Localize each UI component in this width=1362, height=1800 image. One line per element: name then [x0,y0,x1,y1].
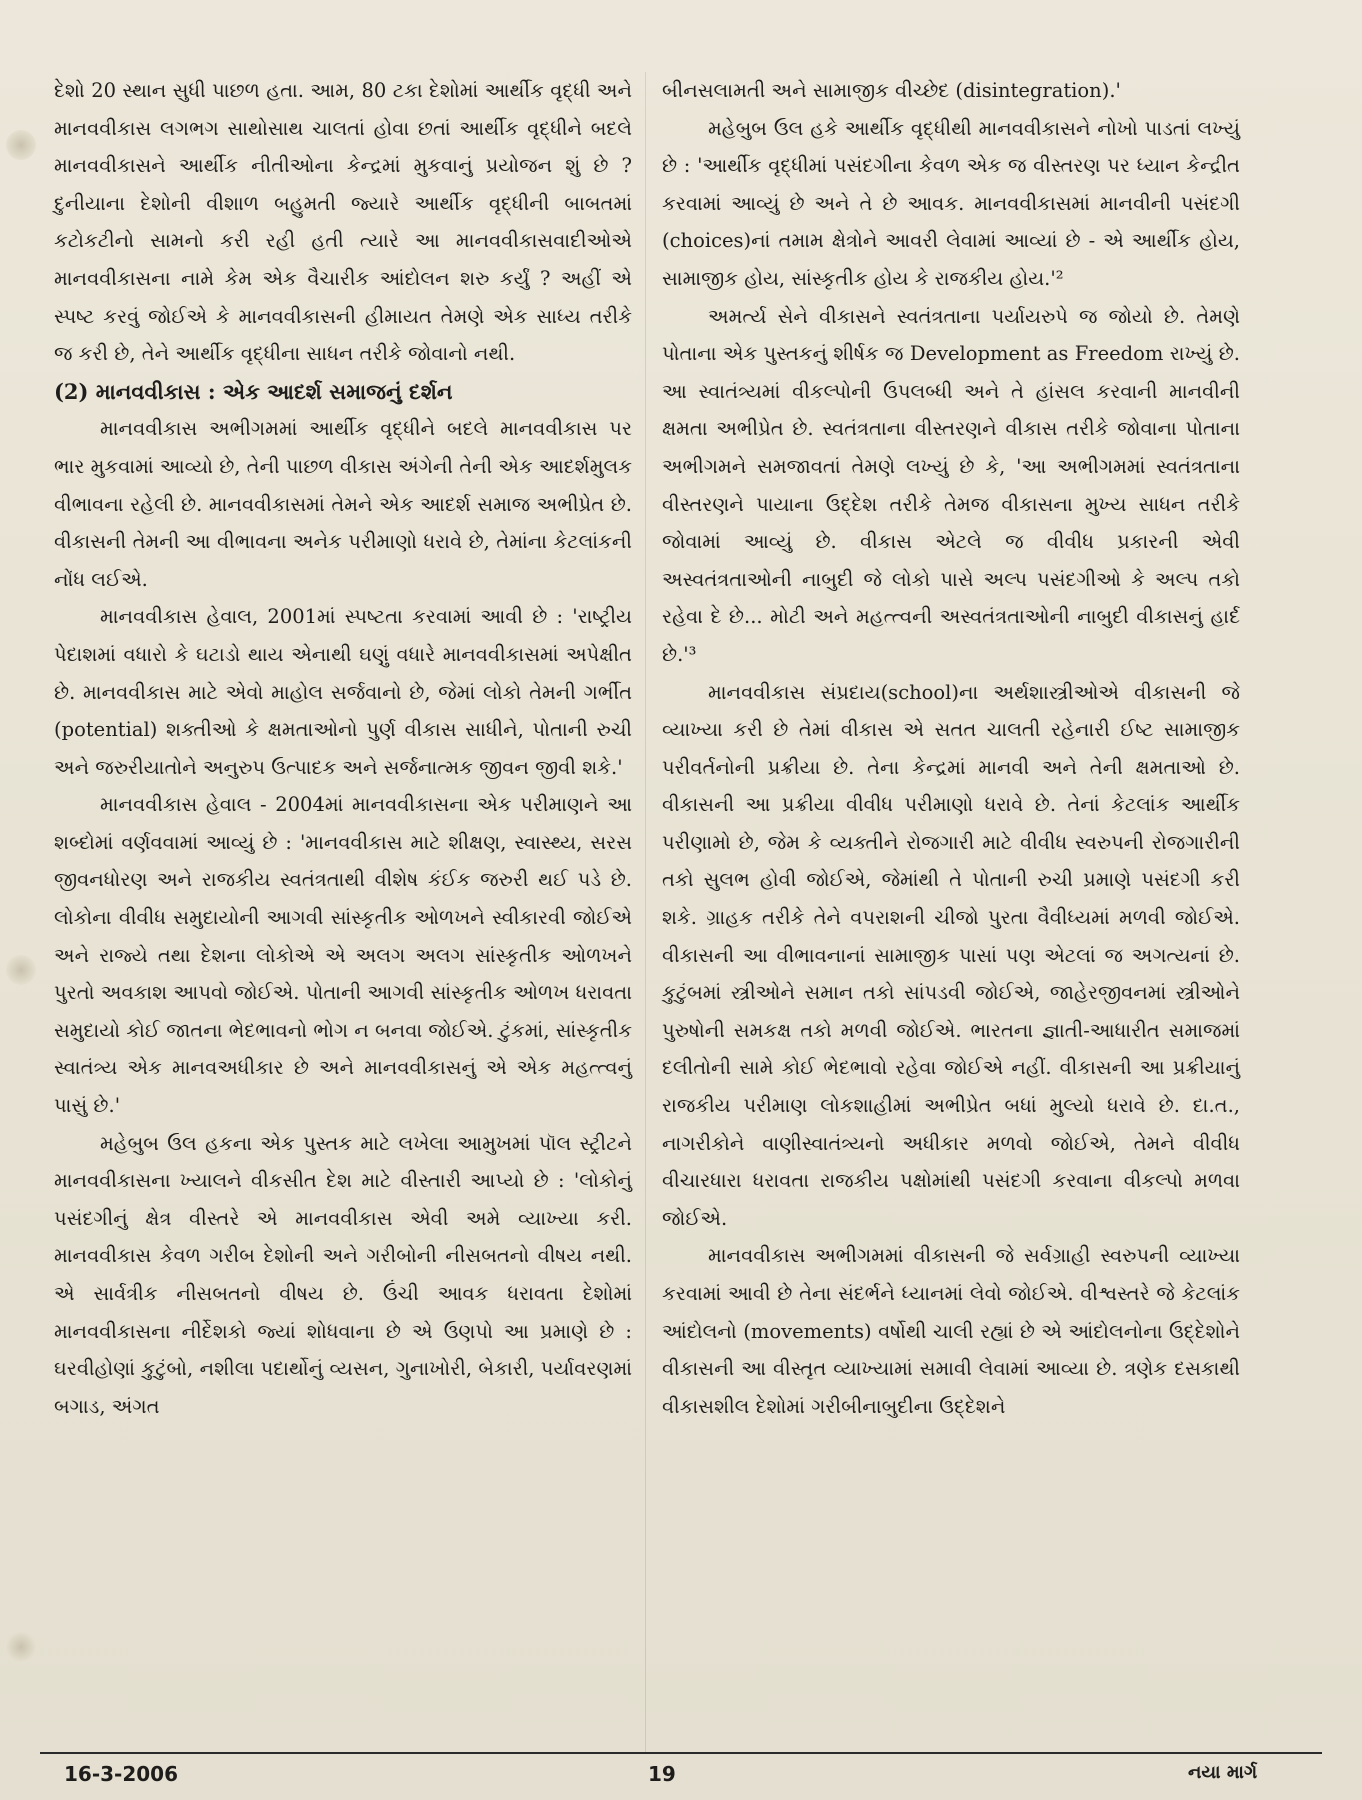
section-heading: (2) માનવવીકાસ : એક આદર્શ સમાજનું દર્શન [54,378,453,404]
paragraph: અમર્ત્ય સેને વીકાસને સ્વતંત્રતાના પર્યાયરુપે જ જોયો છે. તેમણે પોતાના એક પુસ્તકનું શીર્ષક જ Development as Freedom રાખ્યું છે. આ સ્વાતંત્ર્યમાં વીકલ્પોની ઉપલબ્ધી અને તે હાંસલ કરવાની માનવીની ક્ષમતા અભીપ્રેત છે. સ્વતંત્રતાના વીસ્તરણને વીકાસ તરીકે જોવાના પોતાના અભીગમને સમજાવતાં તેમણે લખ્યું છે કે, 'આ અભીગમમાં સ્વતંત્રતાના વીસ્તરણને પાયાના ઉદ્દેશ તરીકે તેમજ વીકાસના મુખ્ય સાધન તરીકે જોવામાં આવ્યું છે. વીકાસ એટલે જ વીવીધ પ્રકારની એવી અસ્વતંત્રતાઓની નાબુદી જે લોકો પાસે અલ્પ પસંદગીઓ કે અલ્પ તકો રહેવા દે છે... મોટી અને મહત્ત્વની અસ્વતંત્રતાઓની નાબુદી વીકાસનું હાર્દ છે.'³ [662,304,1240,666]
paragraph: માનવવીકાસ હેવાલ, 2001માં સ્પષ્ટતા કરવામાં આવી છે : 'રાષ્ટ્રીય પેદાશમાં વધારો કે ઘટાડો થાય એનાથી ઘણું વધારે માનવવીકાસમાં અપેક્ષીત છે. માનવવીકાસ માટે એવો માહોલ સર્જવાનો છે, જેમાં લોકો તેમની ગર્ભીત (potential) શક્તીઓ કે ક્ષમતાઓનો પુર્ણ વીકાસ સાધીને, પોતાની રુચી અને જરુરીયાતોને અનુરુપ ઉત્પાદક અને સર્જનાત્મક જીવન જીવી શકે.' [54,605,632,779]
paragraph: બીનસલામતી અને સામાજીક વીચ્છેદ (disintegration).' [662,79,1121,102]
publication-name: નયા માર્ગ [1188,1762,1258,1783]
paragraph: માનવવીકાસ હેવાલ - 2004માં માનવવીકાસના એક પરીમાણને આ શબ્દોમાં વર્ણવવામાં આવ્યું છે : 'માનવવીકાસ માટે શીક્ષણ, સ્વાસ્થ્ય, સરસ જીવનધોરણ અને રાજકીય સ્વતંત્રતાથી વીશેષ કંઈક જરુરી થઈ પડે છે. લોકોના વીવીધ સમુદાયોની આગવી સાંસ્કૃતીક ઓળખને સ્વીકારવી જોઈએ અને રાજ્યે તથા દેશના લોકોએ એ અલગ અલગ સાંસ્કૃતીક ઓળખને પુરતો અવકાશ આપવો જોઈએ. પોતાની આગવી સાંસ્કૃતીક ઓળખ ધરાવતા સમુદાયો કોઈ જાતના ભેદભાવનો ભોગ ન બનવા જોઈએ. ટુંકમાં, સાંસ્કૃતીક સ્વાતંત્ર્ય એક માનવઅધીકાર છે અને માનવવીકાસનું એ એક મહત્ત્વનું પાસું છે.' [54,793,632,1118]
column-divider [645,72,646,1752]
punch-hole [6,955,36,985]
page-number: 19 [648,1762,676,1786]
left-column [54,72,632,1425]
paragraph: મહેબુબ ઉલ હકે આર્થીક વૃદ્ધીથી માનવવીકાસને નોખો પાડતાં લખ્યું છે : 'આર્થીક વૃદ્ધીમાં પસંદગીના કેવળ એક જ વીસ્તરણ પર ધ્યાન કેન્દ્રીત કરવામાં આવ્યું છે અને તે છે આવક. માનવવીકાસમાં માનવીની પસંદગી (choices)નાં તમામ ક્ષેત્રોને આવરી લેવામાં આવ્યાં છે - એ આર્થીક હોય, સામાજીક હોય, સાંસ્કૃતીક હોય કે રાજકીય હોય.'² [662,116,1240,290]
paragraph: માનવવીકાસ સંપ્રદાય(school)ના અર્થશાસ્ત્રીઓએ વીકાસની જે વ્યાખ્યા કરી છે તેમાં વીકાસ એ સતત ચાલતી રહેનારી ઈષ્ટ સામાજીક પરીવર્તનોની પ્રક્રીયા છે. તેના કેન્દ્રમાં માનવી અને તેની ક્ષમતાઓ છે. વીકાસની આ પ્રક્રીયા વીવીધ પરીમાણો ધરાવે છે. તેનાં કેટલાંક આર્થીક પરીણામો છે, જેમ કે વ્યક્તીને રોજગારી માટે વીવીધ સ્વરુપની રોજગારીની તકો સુલભ હોવી જોઈએ, જેમાંથી તે પોતાની રુચી પ્રમાણે પસંદગી કરી શકે. ગ્રાહક તરીકે તેને વપરાશની ચીજો પુરતા વૈવીધ્યમાં મળવી જોઈએ. વીકાસની આ વીભાવનાનાં સામાજીક પાસાં પણ એટલાં જ અગત્યનાં છે. કુટુંબમાં સ્ત્રીઓને સમાન તકો સાંપડવી જોઈએ, જાહેરજીવનમાં સ્ત્રીઓને પુરુષોની સમકક્ષ તકો મળવી જોઈએ. ભારતના જ્ઞાતી-આધારીત સમાજમાં દલીતોની સામે કોઈ ભેદભાવો રહેવા જોઈએ નહીં. વીકાસની આ પ્રક્રીયાનું રાજકીય પરીમાણ લોકશાહીમાં અભીપ્રેત બધાં મુલ્યો ધરાવે છે. દા.ત., નાગરીકોને વાણીસ્વાતંત્ર્યનો અધીકાર મળવો જોઈએ, તેમને વીવીધ વીચારધારા ધરાવતા રાજકીય પક્ષોમાંથી પસંદગી કરવાના વીકલ્પો મળવા જોઈએ. [662,680,1240,1230]
right-column [662,72,1240,1425]
punch-hole [6,130,36,160]
paragraph: માનવવીકાસ અભીગમમાં આર્થીક વૃદ્ધીને બદલે માનવવીકાસ પર ભાર મુકવામાં આવ્યો છે, તેની પાછળ વીકાસ અંગેની તેની એક આદર્શમુલક વીભાવના રહેલી છે. માનવવીકાસમાં તેમને એક આદર્શ સમાજ અભીપ્રેત છે. વીકાસની તેમની આ વીભાવના અનેક પરીમાણો ધરાવે છે, તેમાંના કેટલાંકની નોંધ લઈએ. [54,417,632,591]
paragraph: દેશો 20 સ્થાન સુધી પાછળ હતા. આમ, 80 ટકા દેશોમાં આર્થીક વૃદ્ધી અને માનવવીકાસ લગભગ સાથોસાથ ચાલતાં હોવા છતાં આર્થીક વૃદ્ધીને બદલે માનવવીકાસને આર્થીક નીતીઓના કેન્દ્રમાં મુકવાનું પ્રયોજન શું છે ? દુનીયાના દેશોની વીશાળ બહુમતી જ્યારે આર્થીક વૃદ્ધીની બાબતમાં કટોકટીનો સામનો કરી રહી હતી ત્યારે આ માનવવીકાસવાદીઓએ માનવવીકાસના નામે કેમ એક વૈચારીક આંદોલન શરુ કર્યું ? અહીં એ સ્પષ્ટ કરવું જોઈએ કે માનવવીકાસની હીમાયત તેમણે એક સાધ્ય તરીકે જ કરી છે, તેને આર્થીક વૃદ્ધીના સાધન તરીકે જોવાનો નથી. [54,79,632,366]
paragraph: મહેબુબ ઉલ હકના એક પુસ્તક માટે લખેલા આમુખમાં પૉલ સ્ટ્રીટને માનવવીકાસના ખ્યાલને વીકસીત દેશ માટે વીસ્તારી આપ્યો છે : 'લોકોનું પસંદગીનું ક્ષેત્ર વીસ્તરે એ માનવવીકાસ એવી અમે વ્યાખ્યા કરી. માનવવીકાસ કેવળ ગરીબ દેશોની અને ગરીબોની નીસબતનો વીષય નથી. એ સાર્વત્રીક નીસબતનો વીષય છે. ઉંચી આવક ધરાવતા દેશોમાં માનવવીકાસના નીર્દેશકો જ્યાં શોધવાના છે એ ઉણપો આ પ્રમાણે છે : ઘરવીહોણાં કુટુંબો, નશીલા પદાર્થોનું વ્યસન, ગુનાખોરી, બેકારી, પર્યાવરણમાં બગાડ, અંગત [54,1131,632,1418]
paragraph: માનવવીકાસ અભીગમમાં વીકાસની જે સર્વગ્રાહી સ્વરુપની વ્યાખ્યા કરવામાં આવી છે તેના સંદર્ભને ધ્યાનમાં લેવો જોઈએ. વીશ્વસ્તરે જે કેટલાંક આંદોલનો (movements) વર્ષોથી ચાલી રહ્યાં છે એ આંદોલનોના ઉદ્દેશોને વીકાસની આ વીસ્તૃત વ્યાખ્યામાં સમાવી લેવામાં આવ્યા છે. ત્રણેક દસકાથી વીકાસશીલ દેશોમાં ગરીબીનાબુદીના ઉદ્દેશને [662,1244,1240,1418]
footer-date: 16-3-2006 [64,1762,179,1786]
punch-hole [6,1632,36,1662]
footer-rule [40,1752,1322,1754]
